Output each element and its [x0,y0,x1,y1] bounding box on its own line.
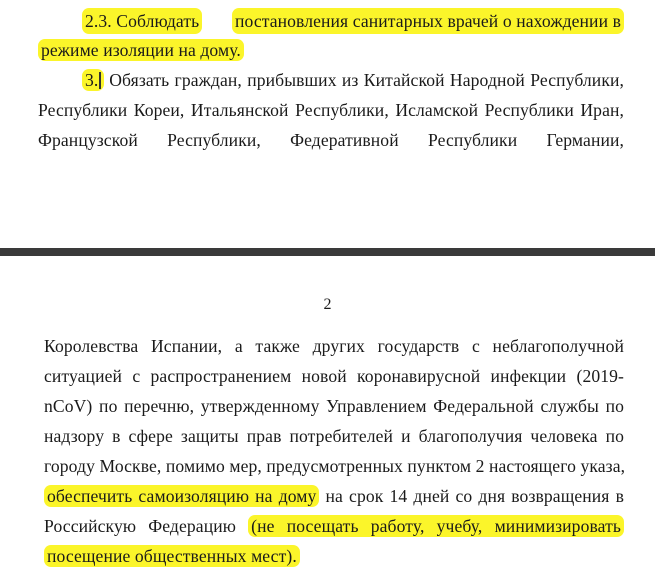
page2-line-5: городу Москве, помимо мер, предусмотренных пунктом 2 настоящего указа, [44,456,626,476]
page2-line-8 [44,544,624,568]
paragraph-2-3-line-1 [82,8,624,34]
text-cursor [99,72,101,89]
page2-line-2: ситуацией с распространением новой коронавирусной инфекции (2019- [44,366,624,386]
document-page-1 [0,0,655,248]
paragraph-3-line-3: Французской Республики, Федеративной Республики Германии, [38,130,624,150]
highlight-clause-text-cont: режиме изоляции на дому. [38,39,244,61]
page-number: 2 [323,296,332,313]
highlight-restrictions: (не посещать работу, учебу, минимизировать [248,515,624,537]
page2-line-1: Королевства Испании, а также других государств с неблагополучной [44,336,624,356]
page2-line-3: nCoV) по перечню, утвержденному Управлением Федеральной службы по [44,396,624,416]
highlight-clause-number: 2.3. Соблюдать [82,8,202,34]
highlight-restrictions-cont: посещение общественных мест). [44,545,300,567]
highlight-self-isolation: обеспечить самоизоляцию на дому [44,485,319,507]
paragraph-3-line-2: Республики Кореи, Итальянской Республики, Исламской Республики Иран, [38,100,624,120]
highlight-clause-3-number: 3. [82,69,104,91]
paragraph-2-3-line-2 [38,38,624,62]
highlight-clause-text: постановления санитарных врачей о нахождении в [232,8,624,34]
page2-line-4: надзору в сфере защиты прав потребителей и благополучия человека по [44,426,624,446]
page2-line-6: обеспечить самоизоляцию на дому на срок 14 дней со дня возвращения в [44,484,624,508]
page2-line-7: Российскую Федерацию (не посещать работу, учебу, минимизировать [44,514,624,538]
page-divider [0,248,655,256]
paragraph-3-line-1: 3. Обязать граждан, прибывших из Китайской Народной Республики, [82,68,624,92]
